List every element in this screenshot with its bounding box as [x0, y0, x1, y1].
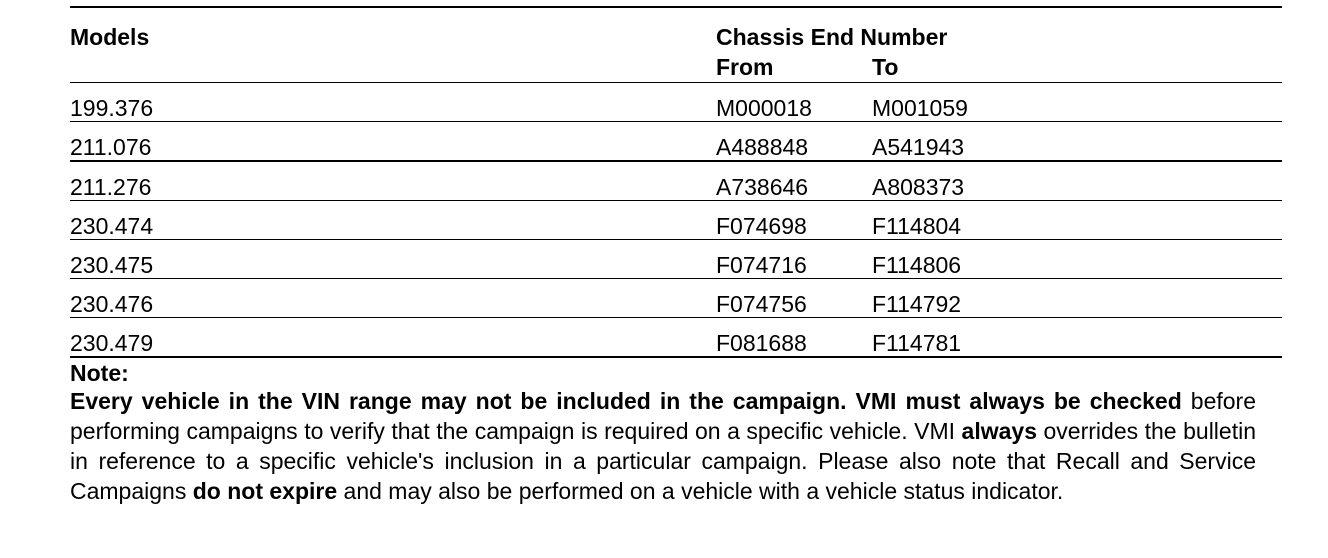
models-subheader-empty: [70, 50, 716, 83]
table-header-row: [70, 7, 1282, 50]
note-bold-do-not-expire: do not expire: [192, 478, 338, 504]
to-cell: F114792: [872, 279, 1282, 318]
table-row: [70, 161, 1282, 201]
from-cell: F074756: [716, 279, 872, 318]
table-row: [70, 240, 1282, 279]
model-cell: 211.276: [70, 161, 716, 201]
note-block: [70, 360, 1256, 506]
model-cell: 211.076: [70, 122, 716, 162]
model-cell: 230.476: [70, 279, 716, 318]
table-subheader-row: [70, 50, 1282, 83]
to-cell: F114781: [872, 318, 1282, 358]
table-row: [70, 201, 1282, 240]
table-row: [70, 83, 1282, 122]
from-cell: F074698: [716, 201, 872, 240]
to-cell: A808373: [872, 161, 1282, 201]
from-cell: F081688: [716, 318, 872, 358]
table-row: [70, 122, 1282, 162]
note-text-part: before performing campaigns to verify that the campaign is required on a specific vehicle. VMI: [70, 388, 1257, 444]
from-cell: A738646: [716, 161, 872, 201]
table-row: [70, 279, 1282, 318]
document: [70, 6, 1282, 506]
note-bold-statement: Every vehicle in the VIN range may not be included in the campaign. VMI must always be checked: [70, 388, 1182, 414]
chassis-end-number-header: Chassis End Number: [716, 24, 948, 50]
to-cell: M001059: [872, 83, 1282, 122]
model-cell: 230.474: [70, 201, 716, 240]
vin-range-table: [70, 6, 1282, 358]
note-bold-always: always: [961, 418, 1037, 444]
table-row: [70, 318, 1282, 358]
to-cell: A541943: [872, 122, 1282, 162]
from-cell: F074716: [716, 240, 872, 279]
model-cell: 230.479: [70, 318, 716, 358]
to-cell: F114806: [872, 240, 1282, 279]
models-header: Models: [70, 24, 150, 50]
to-header: To: [872, 54, 899, 80]
from-header: From: [716, 54, 774, 80]
model-cell: 199.376: [70, 83, 716, 122]
note-text-part: and may also be performed on a vehicle with a vehicle status indicator.: [337, 478, 1064, 504]
note-text: [70, 386, 1256, 506]
note-text-part: overrides the bulletin in reference to a specific vehicle's inclusion in a particular campaign. Please also note that Recall and Service Campaigns: [70, 418, 1257, 504]
from-cell: M000018: [716, 83, 872, 122]
model-cell: 230.475: [70, 240, 716, 279]
note-title: Note:: [70, 360, 129, 386]
from-cell: A488848: [716, 122, 872, 162]
to-cell: F114804: [872, 201, 1282, 240]
